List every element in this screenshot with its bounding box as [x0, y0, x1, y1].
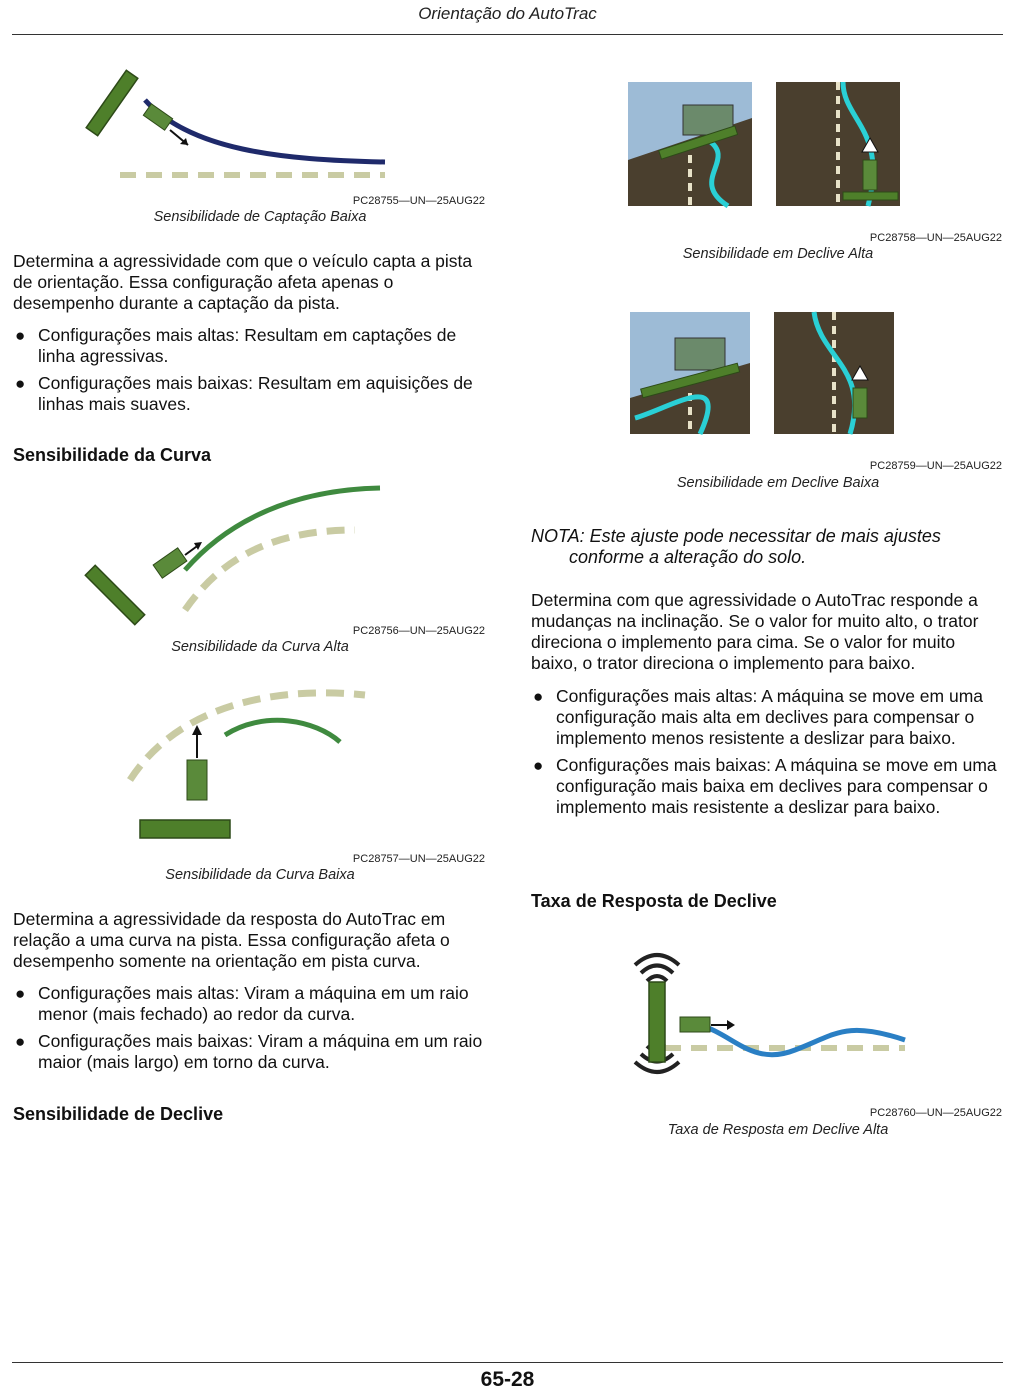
list-item: [13, 1031, 485, 1073]
figure-code: PC28757—UN—25AUG22: [352, 853, 485, 865]
bullet-icon: ●: [533, 687, 544, 706]
figure-slope-sensitivity-high: [628, 80, 908, 210]
note: [531, 526, 1003, 568]
figure-caption: Taxa de Resposta em Declive Alta: [667, 1122, 889, 1138]
list-item: [531, 755, 1003, 818]
figure-caption: Sensibilidade em Declive Alta: [682, 246, 874, 262]
header-divider: [12, 34, 1003, 35]
slope-bullet-list: [531, 686, 1003, 824]
figure-slope-sensitivity-low: [630, 308, 910, 438]
list-item-text: Configurações mais baixas: Viram a máquina em um raio maior (mais largo) em torno da curva.: [38, 1031, 483, 1072]
figure-code: PC28759—UN—25AUG22: [869, 460, 1002, 472]
slope-description: Determina com que agressividade o AutoTrac responde a mudanças na inclinação. Se o valor for muito alto, o trator direciona o implemento para cima. Se o valor for muito baixo, o trator direciona o implemento para baixo.: [531, 590, 979, 673]
list-item-text: Configurações mais altas: Resultam em captações de linha agressivas.: [38, 325, 457, 366]
bullet-icon: ●: [15, 984, 26, 1003]
note-line: NOTA: Este ajuste pode necessitar de mais ajustes: [531, 526, 941, 546]
footer-divider: [12, 1362, 1003, 1363]
bullet-icon: ●: [533, 756, 544, 775]
figure-code: PC28755—UN—25AUG22: [352, 195, 485, 207]
figure-caption: Sensibilidade da Curva Alta: [171, 639, 349, 655]
curve-description: Determina a agressividade da resposta do AutoTrac em relação a uma curva na pista. Essa configuração afeta o desempenho somente na orientação em pista curva.: [13, 909, 450, 971]
figure-caption: Sensibilidade em Declive Baixa: [676, 475, 880, 491]
pickup-bullet-list: [13, 325, 485, 421]
list-item-text: Configurações mais altas: Viram a máquina em um raio menor (mais fechado) ao redor da curva.: [38, 983, 469, 1024]
list-item: [531, 686, 1003, 749]
section-heading-slope: Sensibilidade de Declive: [13, 1104, 224, 1124]
pickup-description: Determina a agressividade com que o veículo capta a pista de orientação. Essa configuração afeta apenas o desempenho durante a captação da pista.: [13, 251, 473, 313]
figure-curve-sensitivity-low: [115, 680, 375, 845]
figure-code: PC28756—UN—25AUG22: [352, 625, 485, 637]
figure-code: PC28758—UN—25AUG22: [869, 232, 1002, 244]
figure-caption: Sensibilidade de Captação Baixa: [153, 209, 367, 225]
figure-code: PC28760—UN—25AUG22: [869, 1107, 1002, 1119]
figure-pickup-sensitivity-low: [100, 60, 400, 190]
section-heading-curve: Sensibilidade da Curva: [13, 445, 212, 465]
list-item: [13, 373, 485, 415]
bullet-icon: ●: [15, 374, 26, 393]
page-header-title: Orientação do AutoTrac: [418, 4, 597, 23]
list-item: [13, 325, 485, 367]
figure-caption: Sensibilidade da Curva Baixa: [165, 867, 355, 883]
list-item-text: Configurações mais baixas: Resultam em aquisições de linhas mais suaves.: [38, 373, 473, 414]
page-number: 65-28: [480, 1368, 535, 1391]
bullet-icon: ●: [15, 1032, 26, 1051]
figure-slope-response-rate-high: [625, 940, 915, 1090]
note-line: conforme a alteração do solo.: [569, 547, 807, 567]
bullet-icon: ●: [15, 326, 26, 345]
figure-curve-sensitivity-high: [100, 480, 390, 620]
list-item-text: Configurações mais baixas: A máquina se move em uma configuração mais baixa em declives para compensar o implemento mais resistente a deslizar para baixo.: [556, 755, 997, 817]
curve-bullet-list: [13, 983, 485, 1079]
section-heading-slope-rate: Taxa de Resposta de Declive: [531, 891, 777, 911]
list-item-text: Configurações mais altas: A máquina se move em uma configuração mais alta em declives para compensar o implemento menos resistente a deslizar para baixo.: [556, 686, 984, 748]
list-item: [13, 983, 485, 1025]
